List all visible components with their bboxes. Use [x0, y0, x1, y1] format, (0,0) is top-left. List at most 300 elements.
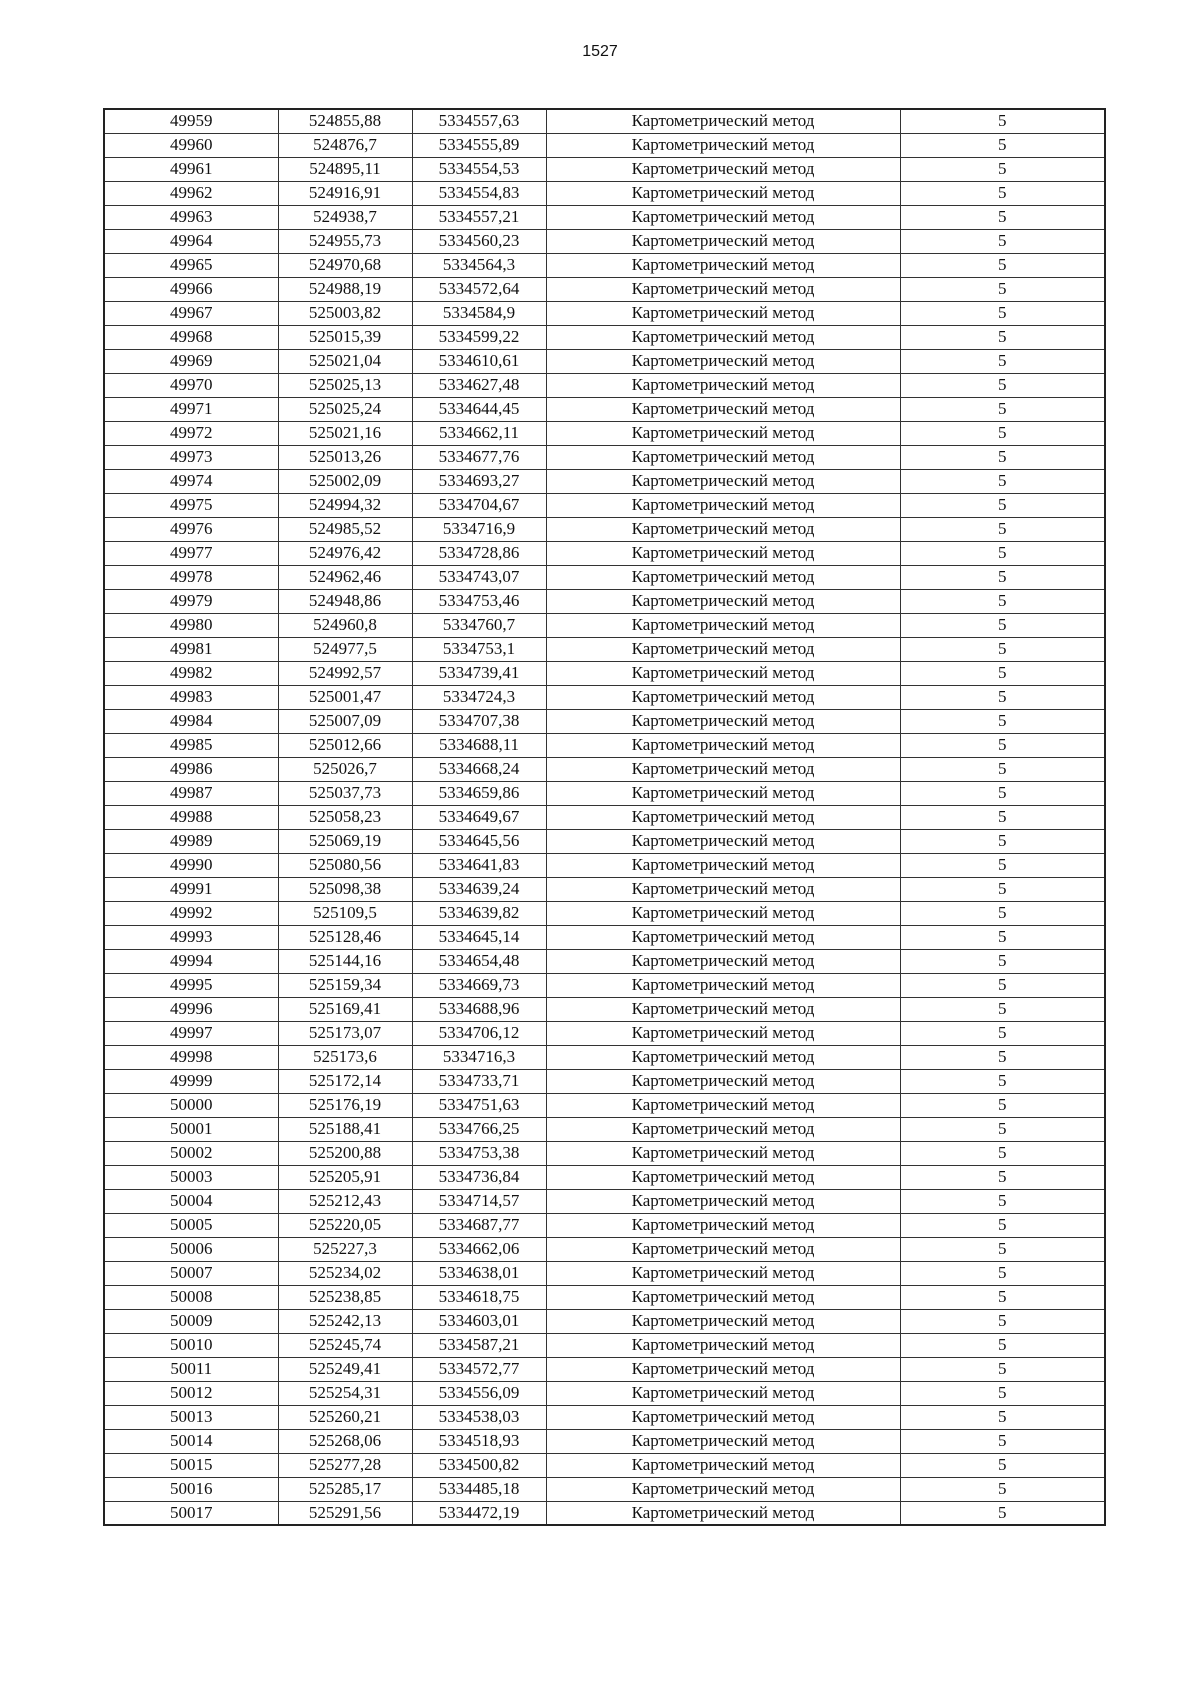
point-number-cell: 50006: [104, 1237, 278, 1261]
table-row: [104, 757, 1105, 781]
table-row: [104, 637, 1105, 661]
point-number-cell: 49961: [104, 157, 278, 181]
method-cell: Картометрический метод: [546, 805, 900, 829]
accuracy-cell: 5: [900, 877, 1105, 901]
table-row: [104, 1309, 1105, 1333]
method-cell: Картометрический метод: [546, 589, 900, 613]
method-cell: Картометрический метод: [546, 325, 900, 349]
table-row: [104, 421, 1105, 445]
method-cell: Картометрический метод: [546, 373, 900, 397]
table-row: [104, 733, 1105, 757]
y-coordinate-cell: 5334743,07: [412, 565, 546, 589]
y-coordinate-cell: 5334716,9: [412, 517, 546, 541]
method-cell: Картометрический метод: [546, 421, 900, 445]
point-number-cell: 49976: [104, 517, 278, 541]
method-cell: Картометрический метод: [546, 253, 900, 277]
x-coordinate-cell: 525205,91: [278, 1165, 412, 1189]
point-number-cell: 49962: [104, 181, 278, 205]
method-cell: Картометрический метод: [546, 469, 900, 493]
y-coordinate-cell: 5334518,93: [412, 1429, 546, 1453]
point-number-cell: 50011: [104, 1357, 278, 1381]
x-coordinate-cell: 525007,09: [278, 709, 412, 733]
point-number-cell: 49990: [104, 853, 278, 877]
point-number-cell: 50014: [104, 1429, 278, 1453]
table-row: [104, 469, 1105, 493]
table-row: [104, 925, 1105, 949]
y-coordinate-cell: 5334714,57: [412, 1189, 546, 1213]
table-row: [104, 829, 1105, 853]
point-number-cell: 50002: [104, 1141, 278, 1165]
point-number-cell: 50009: [104, 1309, 278, 1333]
y-coordinate-cell: 5334688,11: [412, 733, 546, 757]
accuracy-cell: 5: [900, 949, 1105, 973]
method-cell: Картометрический метод: [546, 853, 900, 877]
method-cell: Картометрический метод: [546, 1261, 900, 1285]
method-cell: Картометрический метод: [546, 637, 900, 661]
accuracy-cell: 5: [900, 853, 1105, 877]
table-row: [104, 517, 1105, 541]
point-number-cell: 49983: [104, 685, 278, 709]
method-cell: Картометрический метод: [546, 1237, 900, 1261]
point-number-cell: 49974: [104, 469, 278, 493]
accuracy-cell: 5: [900, 1333, 1105, 1357]
accuracy-cell: 5: [900, 1045, 1105, 1069]
x-coordinate-cell: 524916,91: [278, 181, 412, 205]
table-row: [104, 589, 1105, 613]
table-row: [104, 805, 1105, 829]
method-cell: Картометрический метод: [546, 949, 900, 973]
table-row: [104, 877, 1105, 901]
table-row: [104, 1429, 1105, 1453]
point-number-cell: 49968: [104, 325, 278, 349]
point-number-cell: 50012: [104, 1381, 278, 1405]
y-coordinate-cell: 5334610,61: [412, 349, 546, 373]
x-coordinate-cell: 525291,56: [278, 1501, 412, 1525]
point-number-cell: 49982: [104, 661, 278, 685]
method-cell: Картометрический метод: [546, 613, 900, 637]
y-coordinate-cell: 5334638,01: [412, 1261, 546, 1285]
method-cell: Картометрический метод: [546, 1069, 900, 1093]
x-coordinate-cell: 525080,56: [278, 853, 412, 877]
point-number-cell: 49994: [104, 949, 278, 973]
accuracy-cell: 5: [900, 1357, 1105, 1381]
x-coordinate-cell: 524985,52: [278, 517, 412, 541]
x-coordinate-cell: 524977,5: [278, 637, 412, 661]
table-row: [104, 1501, 1105, 1525]
table-row: [104, 901, 1105, 925]
point-number-cell: 49979: [104, 589, 278, 613]
accuracy-cell: 5: [900, 1237, 1105, 1261]
accuracy-cell: 5: [900, 397, 1105, 421]
point-number-cell: 49988: [104, 805, 278, 829]
point-number-cell: 50016: [104, 1477, 278, 1501]
x-coordinate-cell: 524962,46: [278, 565, 412, 589]
x-coordinate-cell: 525021,04: [278, 349, 412, 373]
method-cell: Картометрический метод: [546, 925, 900, 949]
table-row: [104, 973, 1105, 997]
method-cell: Картометрический метод: [546, 445, 900, 469]
y-coordinate-cell: 5334641,83: [412, 853, 546, 877]
table-row: [104, 1381, 1105, 1405]
y-coordinate-cell: 5334472,19: [412, 1501, 546, 1525]
accuracy-cell: 5: [900, 229, 1105, 253]
accuracy-cell: 5: [900, 565, 1105, 589]
table-row: [104, 1261, 1105, 1285]
point-number-cell: 50015: [104, 1453, 278, 1477]
method-cell: Картометрический метод: [546, 901, 900, 925]
point-number-cell: 49996: [104, 997, 278, 1021]
coordinates-table-body: [104, 109, 1105, 1525]
method-cell: Картометрический метод: [546, 1477, 900, 1501]
x-coordinate-cell: 524895,11: [278, 157, 412, 181]
method-cell: Картометрический метод: [546, 205, 900, 229]
table-row: [104, 133, 1105, 157]
table-row: [104, 373, 1105, 397]
point-number-cell: 49959: [104, 109, 278, 133]
table-row: [104, 1093, 1105, 1117]
x-coordinate-cell: 524948,86: [278, 589, 412, 613]
accuracy-cell: 5: [900, 1117, 1105, 1141]
y-coordinate-cell: 5334649,67: [412, 805, 546, 829]
point-number-cell: 49960: [104, 133, 278, 157]
table-row: [104, 397, 1105, 421]
method-cell: Картометрический метод: [546, 277, 900, 301]
method-cell: Картометрический метод: [546, 709, 900, 733]
point-number-cell: 49963: [104, 205, 278, 229]
x-coordinate-cell: 525234,02: [278, 1261, 412, 1285]
y-coordinate-cell: 5334716,3: [412, 1045, 546, 1069]
table-row: [104, 565, 1105, 589]
method-cell: Картометрический метод: [546, 1357, 900, 1381]
x-coordinate-cell: 525012,66: [278, 733, 412, 757]
y-coordinate-cell: 5334707,38: [412, 709, 546, 733]
accuracy-cell: 5: [900, 805, 1105, 829]
point-number-cell: 50004: [104, 1189, 278, 1213]
point-number-cell: 50017: [104, 1501, 278, 1525]
y-coordinate-cell: 5334751,63: [412, 1093, 546, 1117]
x-coordinate-cell: 525260,21: [278, 1405, 412, 1429]
table-row: [104, 1045, 1105, 1069]
x-coordinate-cell: 525238,85: [278, 1285, 412, 1309]
y-coordinate-cell: 5334766,25: [412, 1117, 546, 1141]
accuracy-cell: 5: [900, 1261, 1105, 1285]
y-coordinate-cell: 5334554,53: [412, 157, 546, 181]
accuracy-cell: 5: [900, 661, 1105, 685]
table-row: [104, 1285, 1105, 1309]
x-coordinate-cell: 525220,05: [278, 1213, 412, 1237]
table-row: [104, 781, 1105, 805]
y-coordinate-cell: 5334572,64: [412, 277, 546, 301]
point-number-cell: 50001: [104, 1117, 278, 1141]
x-coordinate-cell: 525242,13: [278, 1309, 412, 1333]
x-coordinate-cell: 525285,17: [278, 1477, 412, 1501]
point-number-cell: 50008: [104, 1285, 278, 1309]
point-number-cell: 49973: [104, 445, 278, 469]
accuracy-cell: 5: [900, 1501, 1105, 1525]
y-coordinate-cell: 5334654,48: [412, 949, 546, 973]
table-row: [104, 949, 1105, 973]
point-number-cell: 49964: [104, 229, 278, 253]
point-number-cell: 49993: [104, 925, 278, 949]
x-coordinate-cell: 525173,6: [278, 1045, 412, 1069]
method-cell: Картометрический метод: [546, 301, 900, 325]
accuracy-cell: 5: [900, 541, 1105, 565]
x-coordinate-cell: 524960,8: [278, 613, 412, 637]
accuracy-cell: 5: [900, 829, 1105, 853]
y-coordinate-cell: 5334587,21: [412, 1333, 546, 1357]
point-number-cell: 49991: [104, 877, 278, 901]
table-row: [104, 1333, 1105, 1357]
method-cell: Картометрический метод: [546, 1429, 900, 1453]
table-row: [104, 541, 1105, 565]
accuracy-cell: 5: [900, 973, 1105, 997]
x-coordinate-cell: 524938,7: [278, 205, 412, 229]
x-coordinate-cell: 524994,32: [278, 493, 412, 517]
y-coordinate-cell: 5334753,46: [412, 589, 546, 613]
point-number-cell: 49966: [104, 277, 278, 301]
accuracy-cell: 5: [900, 1285, 1105, 1309]
method-cell: Картометрический метод: [546, 349, 900, 373]
point-number-cell: 49995: [104, 973, 278, 997]
y-coordinate-cell: 5334639,24: [412, 877, 546, 901]
y-coordinate-cell: 5334627,48: [412, 373, 546, 397]
table-row: [104, 613, 1105, 637]
x-coordinate-cell: 524955,73: [278, 229, 412, 253]
accuracy-cell: 5: [900, 1453, 1105, 1477]
method-cell: Картометрический метод: [546, 1021, 900, 1045]
x-coordinate-cell: 525245,74: [278, 1333, 412, 1357]
accuracy-cell: 5: [900, 901, 1105, 925]
table-row: [104, 229, 1105, 253]
x-coordinate-cell: 525173,07: [278, 1021, 412, 1045]
method-cell: Картометрический метод: [546, 1165, 900, 1189]
accuracy-cell: 5: [900, 133, 1105, 157]
accuracy-cell: 5: [900, 589, 1105, 613]
x-coordinate-cell: 525025,24: [278, 397, 412, 421]
x-coordinate-cell: 525003,82: [278, 301, 412, 325]
accuracy-cell: 5: [900, 733, 1105, 757]
y-coordinate-cell: 5334688,96: [412, 997, 546, 1021]
table-row: [104, 997, 1105, 1021]
method-cell: Картометрический метод: [546, 1141, 900, 1165]
y-coordinate-cell: 5334584,9: [412, 301, 546, 325]
accuracy-cell: 5: [900, 1477, 1105, 1501]
x-coordinate-cell: 525277,28: [278, 1453, 412, 1477]
table-row: [104, 277, 1105, 301]
accuracy-cell: 5: [900, 1309, 1105, 1333]
point-number-cell: 49970: [104, 373, 278, 397]
point-number-cell: 49992: [104, 901, 278, 925]
table-row: [104, 1165, 1105, 1189]
y-coordinate-cell: 5334724,3: [412, 685, 546, 709]
table-row: [104, 1069, 1105, 1093]
y-coordinate-cell: 5334538,03: [412, 1405, 546, 1429]
x-coordinate-cell: 525268,06: [278, 1429, 412, 1453]
point-number-cell: 49972: [104, 421, 278, 445]
table-row: [104, 1357, 1105, 1381]
y-coordinate-cell: 5334753,38: [412, 1141, 546, 1165]
accuracy-cell: 5: [900, 1021, 1105, 1045]
table-row: [104, 1213, 1105, 1237]
y-coordinate-cell: 5334644,45: [412, 397, 546, 421]
y-coordinate-cell: 5334662,06: [412, 1237, 546, 1261]
method-cell: Картометрический метод: [546, 1285, 900, 1309]
table-row: [104, 301, 1105, 325]
point-number-cell: 49984: [104, 709, 278, 733]
y-coordinate-cell: 5334560,23: [412, 229, 546, 253]
x-coordinate-cell: 525026,7: [278, 757, 412, 781]
table-row: [104, 661, 1105, 685]
x-coordinate-cell: 525212,43: [278, 1189, 412, 1213]
y-coordinate-cell: 5334760,7: [412, 613, 546, 637]
x-coordinate-cell: 525098,38: [278, 877, 412, 901]
y-coordinate-cell: 5334557,21: [412, 205, 546, 229]
x-coordinate-cell: 525109,5: [278, 901, 412, 925]
method-cell: Картометрический метод: [546, 181, 900, 205]
x-coordinate-cell: 525144,16: [278, 949, 412, 973]
method-cell: Картометрический метод: [546, 877, 900, 901]
table-row: [104, 1405, 1105, 1429]
y-coordinate-cell: 5334639,82: [412, 901, 546, 925]
x-coordinate-cell: 525037,73: [278, 781, 412, 805]
table-row: [104, 1477, 1105, 1501]
accuracy-cell: 5: [900, 277, 1105, 301]
y-coordinate-cell: 5334659,86: [412, 781, 546, 805]
table-row: [104, 1141, 1105, 1165]
accuracy-cell: 5: [900, 181, 1105, 205]
table-row: [104, 205, 1105, 229]
table-row: [104, 1189, 1105, 1213]
x-coordinate-cell: 525227,3: [278, 1237, 412, 1261]
y-coordinate-cell: 5334618,75: [412, 1285, 546, 1309]
y-coordinate-cell: 5334693,27: [412, 469, 546, 493]
accuracy-cell: 5: [900, 1093, 1105, 1117]
y-coordinate-cell: 5334603,01: [412, 1309, 546, 1333]
y-coordinate-cell: 5334733,71: [412, 1069, 546, 1093]
method-cell: Картометрический метод: [546, 733, 900, 757]
accuracy-cell: 5: [900, 757, 1105, 781]
point-number-cell: 49965: [104, 253, 278, 277]
point-number-cell: 50000: [104, 1093, 278, 1117]
method-cell: Картометрический метод: [546, 541, 900, 565]
accuracy-cell: 5: [900, 709, 1105, 733]
x-coordinate-cell: 524855,88: [278, 109, 412, 133]
x-coordinate-cell: 524970,68: [278, 253, 412, 277]
method-cell: Картометрический метод: [546, 1213, 900, 1237]
coordinates-table: [103, 108, 1106, 1526]
y-coordinate-cell: 5334704,67: [412, 493, 546, 517]
x-coordinate-cell: 525021,16: [278, 421, 412, 445]
accuracy-cell: 5: [900, 685, 1105, 709]
x-coordinate-cell: 525013,26: [278, 445, 412, 469]
point-number-cell: 50010: [104, 1333, 278, 1357]
accuracy-cell: 5: [900, 373, 1105, 397]
accuracy-cell: 5: [900, 637, 1105, 661]
table-row: [104, 157, 1105, 181]
y-coordinate-cell: 5334557,63: [412, 109, 546, 133]
accuracy-cell: 5: [900, 421, 1105, 445]
accuracy-cell: 5: [900, 157, 1105, 181]
method-cell: Картометрический метод: [546, 973, 900, 997]
y-coordinate-cell: 5334662,11: [412, 421, 546, 445]
method-cell: Картометрический метод: [546, 829, 900, 853]
method-cell: Картометрический метод: [546, 493, 900, 517]
point-number-cell: 49969: [104, 349, 278, 373]
y-coordinate-cell: 5334645,14: [412, 925, 546, 949]
point-number-cell: 49989: [104, 829, 278, 853]
method-cell: Картометрический метод: [546, 1453, 900, 1477]
y-coordinate-cell: 5334556,09: [412, 1381, 546, 1405]
point-number-cell: 49987: [104, 781, 278, 805]
y-coordinate-cell: 5334706,12: [412, 1021, 546, 1045]
x-coordinate-cell: 525172,14: [278, 1069, 412, 1093]
method-cell: Картометрический метод: [546, 685, 900, 709]
y-coordinate-cell: 5334599,22: [412, 325, 546, 349]
point-number-cell: 49997: [104, 1021, 278, 1045]
method-cell: Картометрический метод: [546, 1189, 900, 1213]
y-coordinate-cell: 5334500,82: [412, 1453, 546, 1477]
point-number-cell: 49999: [104, 1069, 278, 1093]
x-coordinate-cell: 525002,09: [278, 469, 412, 493]
accuracy-cell: 5: [900, 1213, 1105, 1237]
accuracy-cell: 5: [900, 1141, 1105, 1165]
y-coordinate-cell: 5334753,1: [412, 637, 546, 661]
y-coordinate-cell: 5334677,76: [412, 445, 546, 469]
x-coordinate-cell: 525188,41: [278, 1117, 412, 1141]
x-coordinate-cell: 525015,39: [278, 325, 412, 349]
x-coordinate-cell: 524976,42: [278, 541, 412, 565]
point-number-cell: 49978: [104, 565, 278, 589]
method-cell: Картометрический метод: [546, 109, 900, 133]
method-cell: Картометрический метод: [546, 1501, 900, 1525]
accuracy-cell: 5: [900, 1381, 1105, 1405]
table-row: [104, 709, 1105, 733]
x-coordinate-cell: 525025,13: [278, 373, 412, 397]
point-number-cell: 49975: [104, 493, 278, 517]
y-coordinate-cell: 5334554,83: [412, 181, 546, 205]
method-cell: Картометрический метод: [546, 565, 900, 589]
y-coordinate-cell: 5334564,3: [412, 253, 546, 277]
method-cell: Картометрический метод: [546, 1117, 900, 1141]
accuracy-cell: 5: [900, 325, 1105, 349]
table-row: [104, 1237, 1105, 1261]
x-coordinate-cell: 524992,57: [278, 661, 412, 685]
method-cell: Картометрический метод: [546, 1045, 900, 1069]
y-coordinate-cell: 5334728,86: [412, 541, 546, 565]
table-row: [104, 109, 1105, 133]
x-coordinate-cell: 525069,19: [278, 829, 412, 853]
point-number-cell: 49971: [104, 397, 278, 421]
accuracy-cell: 5: [900, 1189, 1105, 1213]
point-number-cell: 49985: [104, 733, 278, 757]
y-coordinate-cell: 5334687,77: [412, 1213, 546, 1237]
x-coordinate-cell: 525249,41: [278, 1357, 412, 1381]
y-coordinate-cell: 5334739,41: [412, 661, 546, 685]
table-row: [104, 685, 1105, 709]
accuracy-cell: 5: [900, 1405, 1105, 1429]
method-cell: Картометрический метод: [546, 1405, 900, 1429]
y-coordinate-cell: 5334669,73: [412, 973, 546, 997]
table-row: [104, 325, 1105, 349]
table-row: [104, 253, 1105, 277]
method-cell: Картометрический метод: [546, 1333, 900, 1357]
accuracy-cell: 5: [900, 109, 1105, 133]
accuracy-cell: 5: [900, 205, 1105, 229]
accuracy-cell: 5: [900, 253, 1105, 277]
accuracy-cell: 5: [900, 445, 1105, 469]
accuracy-cell: 5: [900, 1069, 1105, 1093]
x-coordinate-cell: 525176,19: [278, 1093, 412, 1117]
